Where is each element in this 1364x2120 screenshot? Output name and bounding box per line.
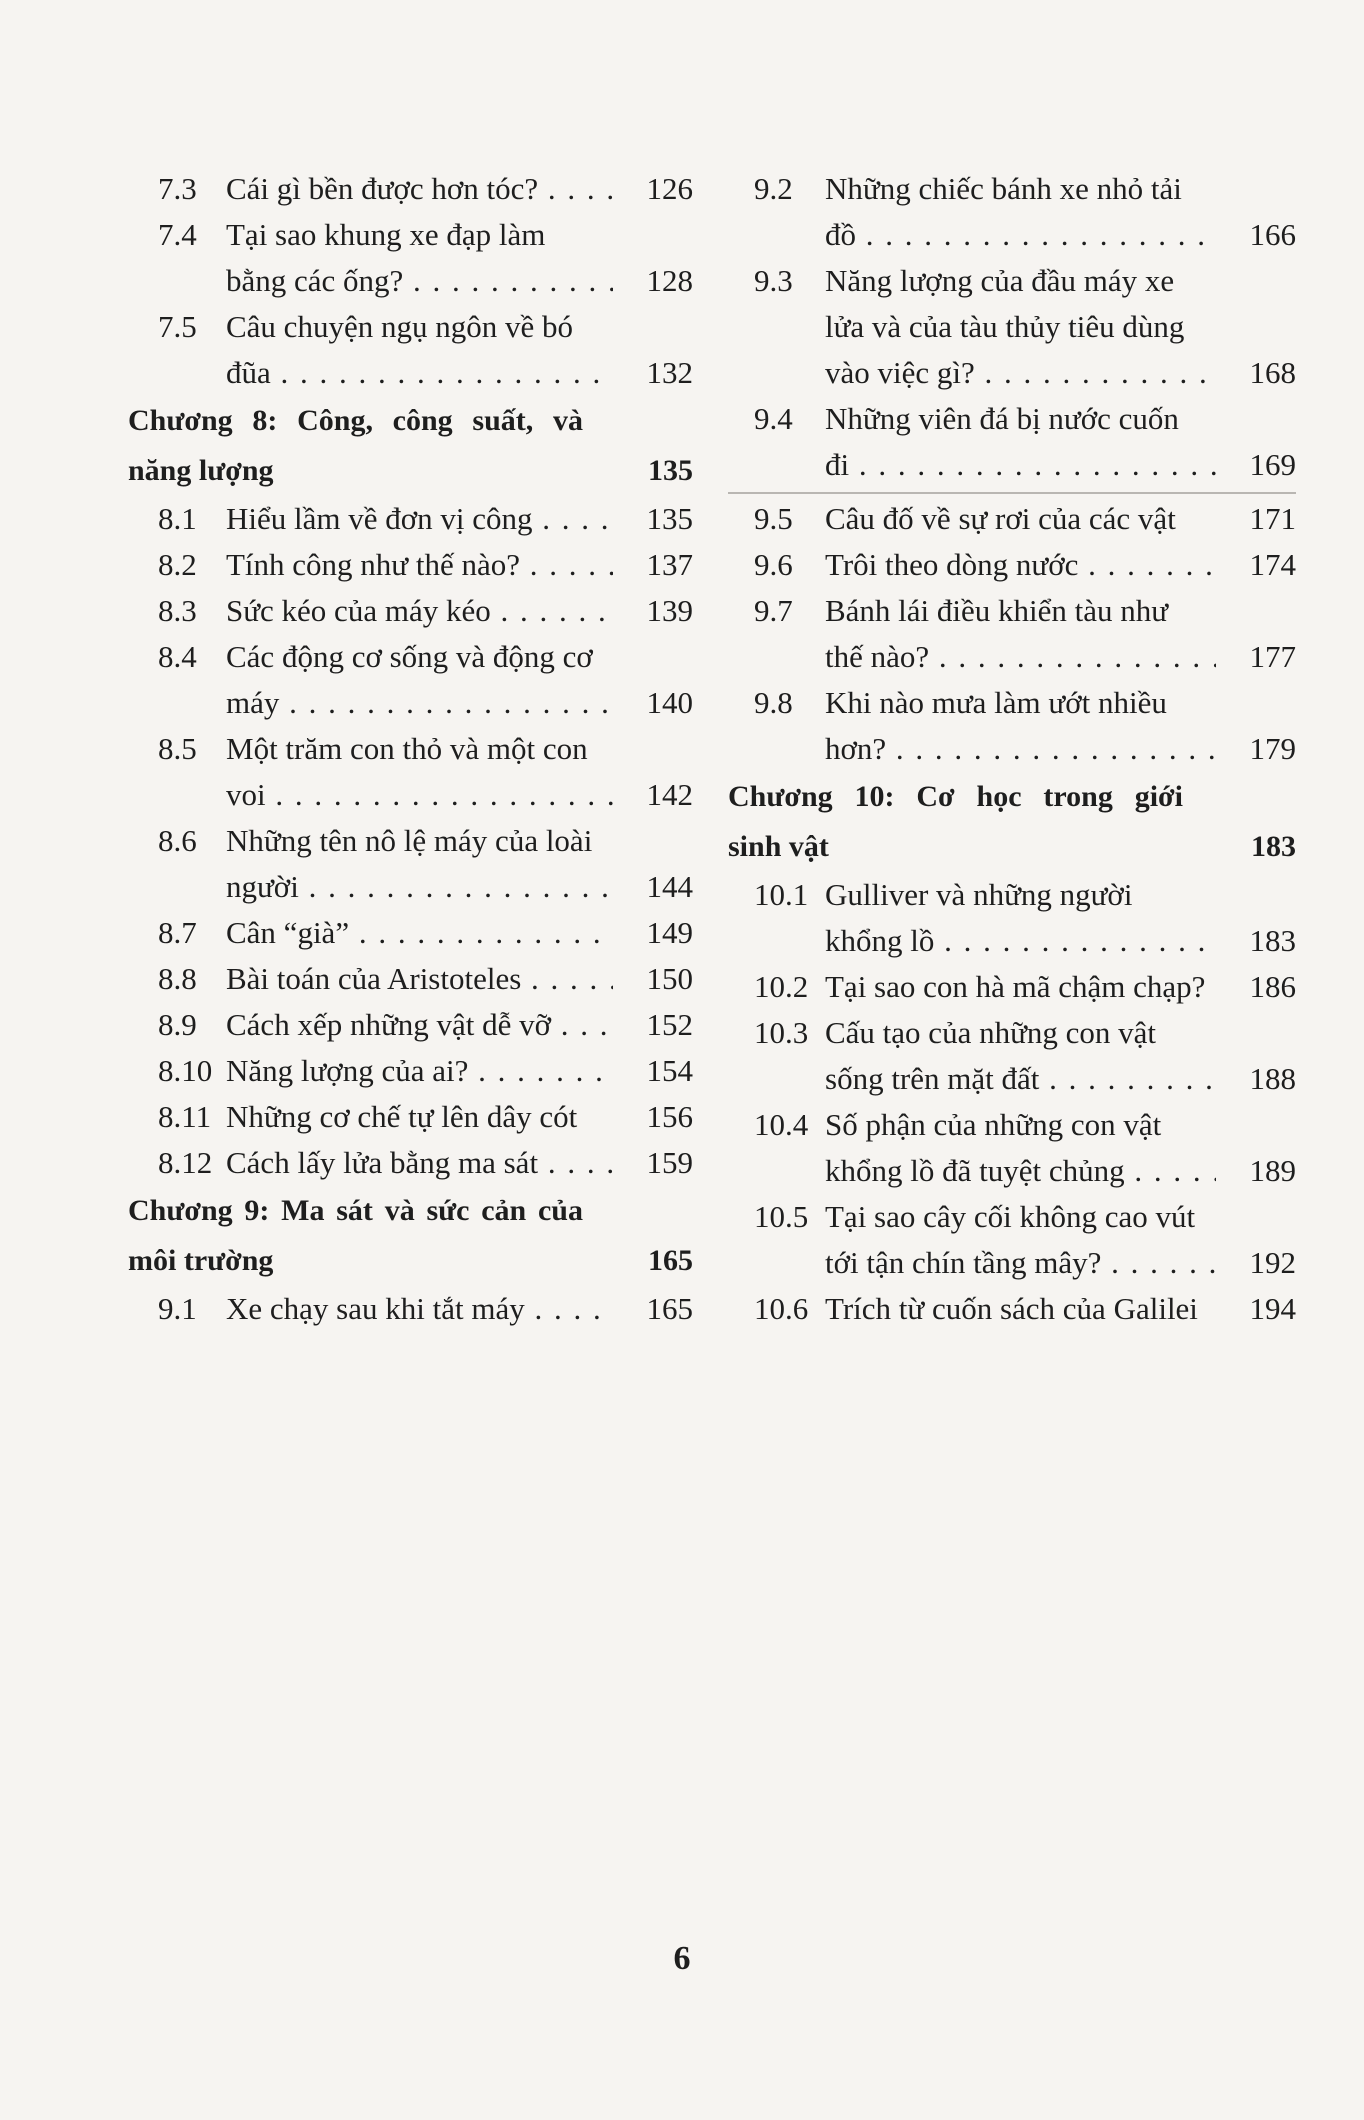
- entry-number: 9.4: [754, 401, 793, 436]
- toc-entry: [728, 872, 1296, 964]
- page-ref: 144: [646, 869, 693, 904]
- entry-number: [728, 442, 825, 488]
- page-ref: [1216, 166, 1296, 212]
- page-ref: 174: [1249, 547, 1296, 582]
- toc-entry: [728, 1102, 1296, 1194]
- entry-number: [128, 864, 226, 910]
- toc-entry: [728, 1194, 1296, 1286]
- toc-line: [128, 304, 693, 350]
- entry-title: Một trăm con thỏ và một con: [226, 731, 588, 766]
- entry-title: Tại sao khung xe đạp làm: [226, 217, 546, 252]
- chapter-title: sinh vật: [728, 830, 829, 863]
- entry-title: đồ . . .: [825, 212, 1216, 258]
- entry-number: 9.8: [754, 685, 793, 720]
- entry-number: 7.5: [158, 309, 197, 344]
- entry-number: [728, 212, 825, 258]
- toc-entry: [128, 1002, 693, 1048]
- page-ref: 159: [646, 1145, 693, 1180]
- entry-title: đi . . .: [825, 442, 1216, 488]
- toc-entry: [728, 1010, 1296, 1102]
- entry-title: Sức kéo của máy kéo . . .: [226, 588, 613, 634]
- toc-entry: [728, 496, 1296, 542]
- toc-line: [128, 496, 693, 542]
- entry-number: 9.1: [158, 1291, 197, 1326]
- page-ref: [583, 396, 663, 446]
- entry-title: vào việc gì? . . .: [825, 350, 1216, 396]
- entry-title: Năng lượng của ai? . . .: [226, 1048, 613, 1094]
- page-ref: 194: [1249, 1291, 1296, 1326]
- entry-title: lửa và của tàu thủy tiêu dùng: [825, 309, 1185, 344]
- toc-chapter-heading: [728, 772, 1296, 872]
- page-ref: 192: [1249, 1245, 1296, 1280]
- page-ref: 137: [646, 547, 693, 582]
- toc-chapter-heading: [128, 396, 693, 496]
- entry-number: [128, 258, 226, 304]
- entry-title: Bài toán của Aristoteles . . .: [226, 956, 613, 1002]
- toc-line: [128, 1186, 693, 1236]
- page-ref: 142: [646, 777, 693, 812]
- toc-line: [728, 872, 1296, 918]
- entry-title: Xe chạy sau khi tắt máy . . .: [226, 1286, 613, 1332]
- entry-title: Những chiếc bánh xe nhỏ tải: [825, 171, 1182, 206]
- entry-title: Bánh lái điều khiển tàu như: [825, 593, 1169, 628]
- entry-number: [728, 1148, 825, 1194]
- toc-line: [128, 726, 693, 772]
- toc-entry: [128, 542, 693, 588]
- entry-number: 8.1: [158, 501, 197, 536]
- entry-title: Trích từ cuốn sách của Galilei: [825, 1291, 1198, 1326]
- toc-entry: [728, 964, 1296, 1010]
- page-ref: 189: [1249, 1153, 1296, 1188]
- entry-title: người . . .: [226, 864, 613, 910]
- toc-entry: [128, 1140, 693, 1186]
- entry-title: khổng lồ đã tuyệt chủng . . .: [825, 1148, 1216, 1194]
- chapter-title: năng lượng: [128, 454, 274, 487]
- toc-line: [128, 166, 693, 212]
- entry-number: 8.9: [158, 1007, 197, 1042]
- entry-title: Những cơ chế tự lên dây cót: [226, 1099, 578, 1134]
- toc-entry: [128, 212, 693, 304]
- toc-chapter-heading: [128, 1186, 693, 1286]
- page-ref: [1216, 1194, 1296, 1240]
- entry-number: 9.2: [754, 171, 793, 206]
- toc-right-column: [728, 166, 1296, 1332]
- page-ref: 177: [1249, 639, 1296, 674]
- page-ref: 186: [1249, 969, 1296, 1004]
- entry-number: [128, 680, 226, 726]
- toc-line: [728, 496, 1296, 542]
- page-ref: 171: [1249, 501, 1296, 536]
- entry-title: Tính công như thế nào? . . .: [226, 542, 613, 588]
- toc-line: [128, 910, 693, 956]
- entry-title: Số phận của những con vật: [825, 1107, 1162, 1142]
- toc-line: [728, 542, 1296, 588]
- page-ref: 150: [646, 961, 693, 996]
- entry-number: 8.3: [158, 593, 197, 628]
- entry-title: sống trên mặt đất . . .: [825, 1056, 1216, 1102]
- page-ref: 183: [1251, 830, 1296, 863]
- toc-entry: [728, 258, 1296, 396]
- page-ref: [1216, 872, 1296, 918]
- page-ref: 135: [646, 501, 693, 536]
- toc-entry: [128, 910, 693, 956]
- toc-line: [728, 350, 1296, 396]
- entry-title: Những viên đá bị nước cuốn: [825, 401, 1179, 436]
- entry-number: 10.6: [754, 1291, 809, 1326]
- entry-title: hơn? . . .: [825, 726, 1216, 772]
- toc-line: [128, 212, 693, 258]
- entry-number: 7.3: [158, 171, 197, 206]
- toc-line: [728, 964, 1296, 1010]
- entry-number: [128, 350, 226, 396]
- entry-number: [728, 1240, 825, 1286]
- toc-entry: [128, 1048, 693, 1094]
- entry-number: 10.5: [754, 1199, 809, 1234]
- divider-rule: [728, 492, 1296, 494]
- toc-line: [728, 1102, 1296, 1148]
- chapter-title: môi trường: [128, 1244, 274, 1277]
- entry-number: 8.2: [158, 547, 197, 582]
- entry-number: 10.4: [754, 1107, 809, 1142]
- page-ref: 169: [1249, 447, 1296, 482]
- page-ref: 165: [646, 1291, 693, 1326]
- toc-line: [728, 442, 1296, 488]
- entry-title: Những tên nô lệ máy của loài: [226, 823, 593, 858]
- page-ref: [613, 818, 693, 864]
- entry-title: voi . . .: [226, 772, 613, 818]
- page-ref: [1216, 1010, 1296, 1056]
- entry-number: 7.4: [158, 217, 197, 252]
- page-ref: 183: [1249, 923, 1296, 958]
- entry-title: Gulliver và những người: [825, 877, 1133, 912]
- toc-left-column: [128, 166, 693, 1332]
- page-ref: [1216, 396, 1296, 442]
- entry-title: đũa . . .: [226, 350, 613, 396]
- entry-number: 9.7: [754, 593, 793, 628]
- toc-entry: [728, 680, 1296, 772]
- toc-line: [128, 350, 693, 396]
- page-ref: 149: [646, 915, 693, 950]
- toc-entry: [128, 956, 693, 1002]
- entry-title: Cách xếp những vật dễ vỡ . . .: [226, 1002, 613, 1048]
- entry-number: [728, 304, 825, 350]
- toc-line: [128, 1236, 693, 1286]
- entry-number: 8.10: [158, 1053, 213, 1088]
- chapter-title: Chương 10: Cơ học trong giới: [728, 780, 1183, 813]
- chapter-title: Chương 9: Ma sát và sức cản của: [128, 1194, 583, 1227]
- page-ref: [1183, 772, 1263, 822]
- toc-entry: [128, 1094, 693, 1140]
- entry-title: Các động cơ sống và động cơ: [226, 639, 593, 674]
- page-ref: 139: [646, 593, 693, 628]
- page-ref: 168: [1249, 355, 1296, 390]
- page-ref: 140: [646, 685, 693, 720]
- page-ref: 156: [646, 1099, 693, 1134]
- page-ref: [613, 212, 693, 258]
- toc-line: [728, 396, 1296, 442]
- toc-line: [728, 918, 1296, 964]
- entry-title: Trôi theo dòng nước . . .: [825, 542, 1216, 588]
- entry-title: Câu chuyện ngụ ngôn về bó: [226, 309, 573, 344]
- entry-title: Câu đố về sự rơi của các vật: [825, 501, 1176, 536]
- toc-line: [728, 726, 1296, 772]
- toc-line: [128, 1094, 693, 1140]
- entry-number: 10.2: [754, 969, 809, 1004]
- toc-line: [128, 772, 693, 818]
- toc-line: [128, 588, 693, 634]
- entry-title: Hiểu lầm về đơn vị công . . .: [226, 496, 613, 542]
- page-ref: [1216, 1102, 1296, 1148]
- entry-title: Năng lượng của đầu máy xe: [825, 263, 1175, 298]
- page-ref: 166: [1249, 217, 1296, 252]
- toc-entry: [128, 1286, 693, 1332]
- toc-line: [728, 304, 1296, 350]
- entry-number: 8.4: [158, 639, 197, 674]
- entry-title: máy . . .: [226, 680, 613, 726]
- entry-number: 8.7: [158, 915, 197, 950]
- entry-number: 8.6: [158, 823, 197, 858]
- page-ref: 135: [648, 454, 693, 487]
- toc-line: [128, 634, 693, 680]
- entry-title: bằng các ống? . . .: [226, 258, 613, 304]
- toc-line: [128, 446, 693, 496]
- toc-line: [728, 1010, 1296, 1056]
- chapter-title: Chương 8: Công, công suất, và: [128, 404, 583, 437]
- page-ref: 128: [646, 263, 693, 298]
- toc-entry: [728, 166, 1296, 258]
- entry-number: 8.11: [158, 1099, 212, 1134]
- toc-line: [728, 1056, 1296, 1102]
- page-ref: 126: [646, 171, 693, 206]
- entry-number: [728, 350, 825, 396]
- page-ref: [613, 726, 693, 772]
- toc-line: [128, 1048, 693, 1094]
- toc-line: [128, 542, 693, 588]
- toc-line: [728, 680, 1296, 726]
- entry-number: [128, 772, 226, 818]
- entry-title: Cái gì bền được hơn tóc? . . .: [226, 166, 613, 212]
- toc-entry: [128, 818, 693, 910]
- toc-line: [128, 864, 693, 910]
- entry-number: [728, 918, 825, 964]
- page-ref: 132: [646, 355, 693, 390]
- page-ref: [1216, 588, 1296, 634]
- entry-title: Tại sao con hà mã chậm chạp?: [825, 969, 1206, 1004]
- entry-number: 8.5: [158, 731, 197, 766]
- entry-number: [728, 726, 825, 772]
- toc-entry: [128, 304, 693, 396]
- toc-line: [128, 1002, 693, 1048]
- entry-number: 10.1: [754, 877, 809, 912]
- toc-entry: [728, 542, 1296, 588]
- toc-entry: [128, 588, 693, 634]
- toc-line: [128, 258, 693, 304]
- entry-number: 8.12: [158, 1145, 213, 1180]
- toc-entry: [728, 588, 1296, 680]
- toc-line: [728, 1286, 1296, 1332]
- entry-title: Cân “già” . . .: [226, 910, 613, 956]
- entry-number: 9.6: [754, 547, 793, 582]
- page-number: 6: [673, 1940, 691, 1977]
- entry-number: [728, 1056, 825, 1102]
- entry-number: 10.3: [754, 1015, 809, 1050]
- entry-title: Tại sao cây cối không cao vút: [825, 1199, 1196, 1234]
- entry-title: Cấu tạo của những con vật: [825, 1015, 1157, 1050]
- toc-line: [728, 588, 1296, 634]
- toc-entry: [128, 726, 693, 818]
- toc-line: [728, 1194, 1296, 1240]
- toc-line: [728, 772, 1296, 822]
- toc-line: [128, 956, 693, 1002]
- toc-entry: [128, 166, 693, 212]
- toc-entry: [128, 496, 693, 542]
- page-ref: [613, 304, 693, 350]
- entry-title: Cách lấy lửa bằng ma sát . . .: [226, 1140, 613, 1186]
- toc-line: [728, 1148, 1296, 1194]
- page-ref: 165: [648, 1244, 693, 1277]
- entry-number: [728, 634, 825, 680]
- toc-line: [728, 1240, 1296, 1286]
- toc-entry: [728, 396, 1296, 488]
- page-ref: [1216, 258, 1296, 304]
- toc-line: [728, 258, 1296, 304]
- toc-line: [728, 212, 1296, 258]
- entry-title: khổng lồ . . .: [825, 918, 1216, 964]
- toc-line: [128, 396, 693, 446]
- toc-line: [728, 166, 1296, 212]
- toc-line: [128, 1286, 693, 1332]
- entry-number: 8.8: [158, 961, 197, 996]
- page-ref: 188: [1249, 1061, 1296, 1096]
- page-ref: [1216, 680, 1296, 726]
- toc-line: [728, 634, 1296, 680]
- page-ref: 154: [646, 1053, 693, 1088]
- entry-title: Khi nào mưa làm ướt nhiều: [825, 685, 1167, 720]
- entry-title: thế nào? . . .: [825, 634, 1216, 680]
- page-ref: [583, 1186, 663, 1236]
- entry-title: tới tận chín tầng mây? . . .: [825, 1240, 1216, 1286]
- page-ref: [1216, 304, 1296, 350]
- page-ref: [613, 634, 693, 680]
- toc-entry: [128, 634, 693, 726]
- toc-entry: [728, 1286, 1296, 1332]
- page-ref: 179: [1249, 731, 1296, 766]
- toc-line: [128, 818, 693, 864]
- entry-number: 9.5: [754, 501, 793, 536]
- toc-line: [128, 1140, 693, 1186]
- entry-number: 9.3: [754, 263, 793, 298]
- toc-line: [128, 680, 693, 726]
- page-ref: 152: [646, 1007, 693, 1042]
- toc-line: [728, 822, 1296, 872]
